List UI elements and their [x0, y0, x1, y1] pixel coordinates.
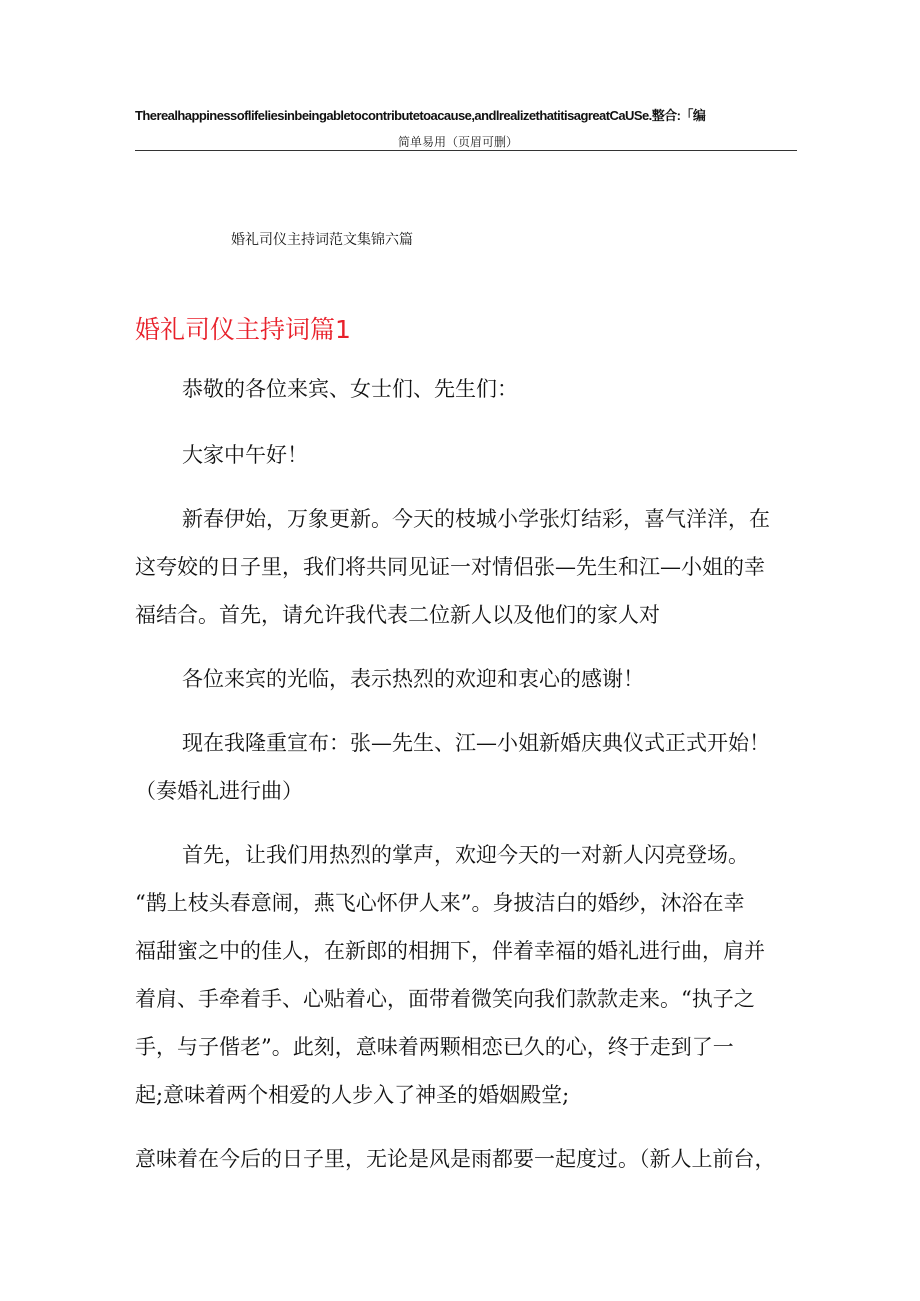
- paragraph-line: 大家中午好！: [182, 443, 308, 467]
- paragraph-line: 手，与子偕老”。此刻，意味着两颗相恋已久的心，终于走到了一: [135, 1035, 734, 1059]
- paragraph-line: 现在我隆重宣布：张—先生、江—小姐新婚庆典仪式正式开始！: [182, 731, 770, 755]
- header-subtitle: 简单易用（页眉可删）: [398, 135, 519, 149]
- paragraph-line: 各位来宾的光临，表示热烈的欢迎和衷心的感谢！: [182, 667, 644, 691]
- paragraph-line: 起;意味着两个相爱的人步入了神圣的婚姻殿堂;: [135, 1083, 570, 1107]
- section-heading: 婚礼司仪主持词篇1: [135, 315, 351, 344]
- paragraph-line: 这夸姣的日子里，我们将共同见证一对情侣张—先生和江—小姐的幸: [135, 555, 765, 579]
- header-running-text: Therealhappinessoflifeliesinbeingabletocontributetoacause,andlrealizethatitisagreatCaUSe.整合:「编: [135, 108, 706, 123]
- paragraph-line: 福结合。首先，请允许我代表二位新人以及他们的家人对: [135, 603, 660, 627]
- document-title: 婚礼司仪主持词范文集锦六篇: [231, 232, 413, 248]
- paragraph-line: 福甜蜜之中的佳人，在新郎的相拥下，伴着幸福的婚礼进行曲，肩并: [135, 939, 765, 963]
- paragraph-line: 着肩、手牵着手、心贴着心，面带着微笑向我们款款走来。“执子之: [135, 987, 755, 1011]
- paragraph-line: “鹊上枝头春意闹，燕飞心怀伊人来”。身披洁白的婚纱，沐浴在幸: [135, 891, 745, 915]
- header-rule: [135, 150, 797, 151]
- paragraph-line: 新春伊始，万象更新。今天的枝城小学张灯结彩，喜气洋洋，在: [182, 507, 770, 531]
- paragraph-line: 意味着在今后的日子里，无论是风是雨都要一起度过。（新人上前台，: [135, 1147, 776, 1171]
- paragraph-line: 首先，让我们用热烈的掌声，欢迎今天的一对新人闪亮登场。: [182, 843, 749, 867]
- paragraph-line: 恭敬的各位来宾、女士们、先生们：: [182, 377, 518, 401]
- paragraph-line: （奏婚礼进行曲）: [135, 779, 303, 803]
